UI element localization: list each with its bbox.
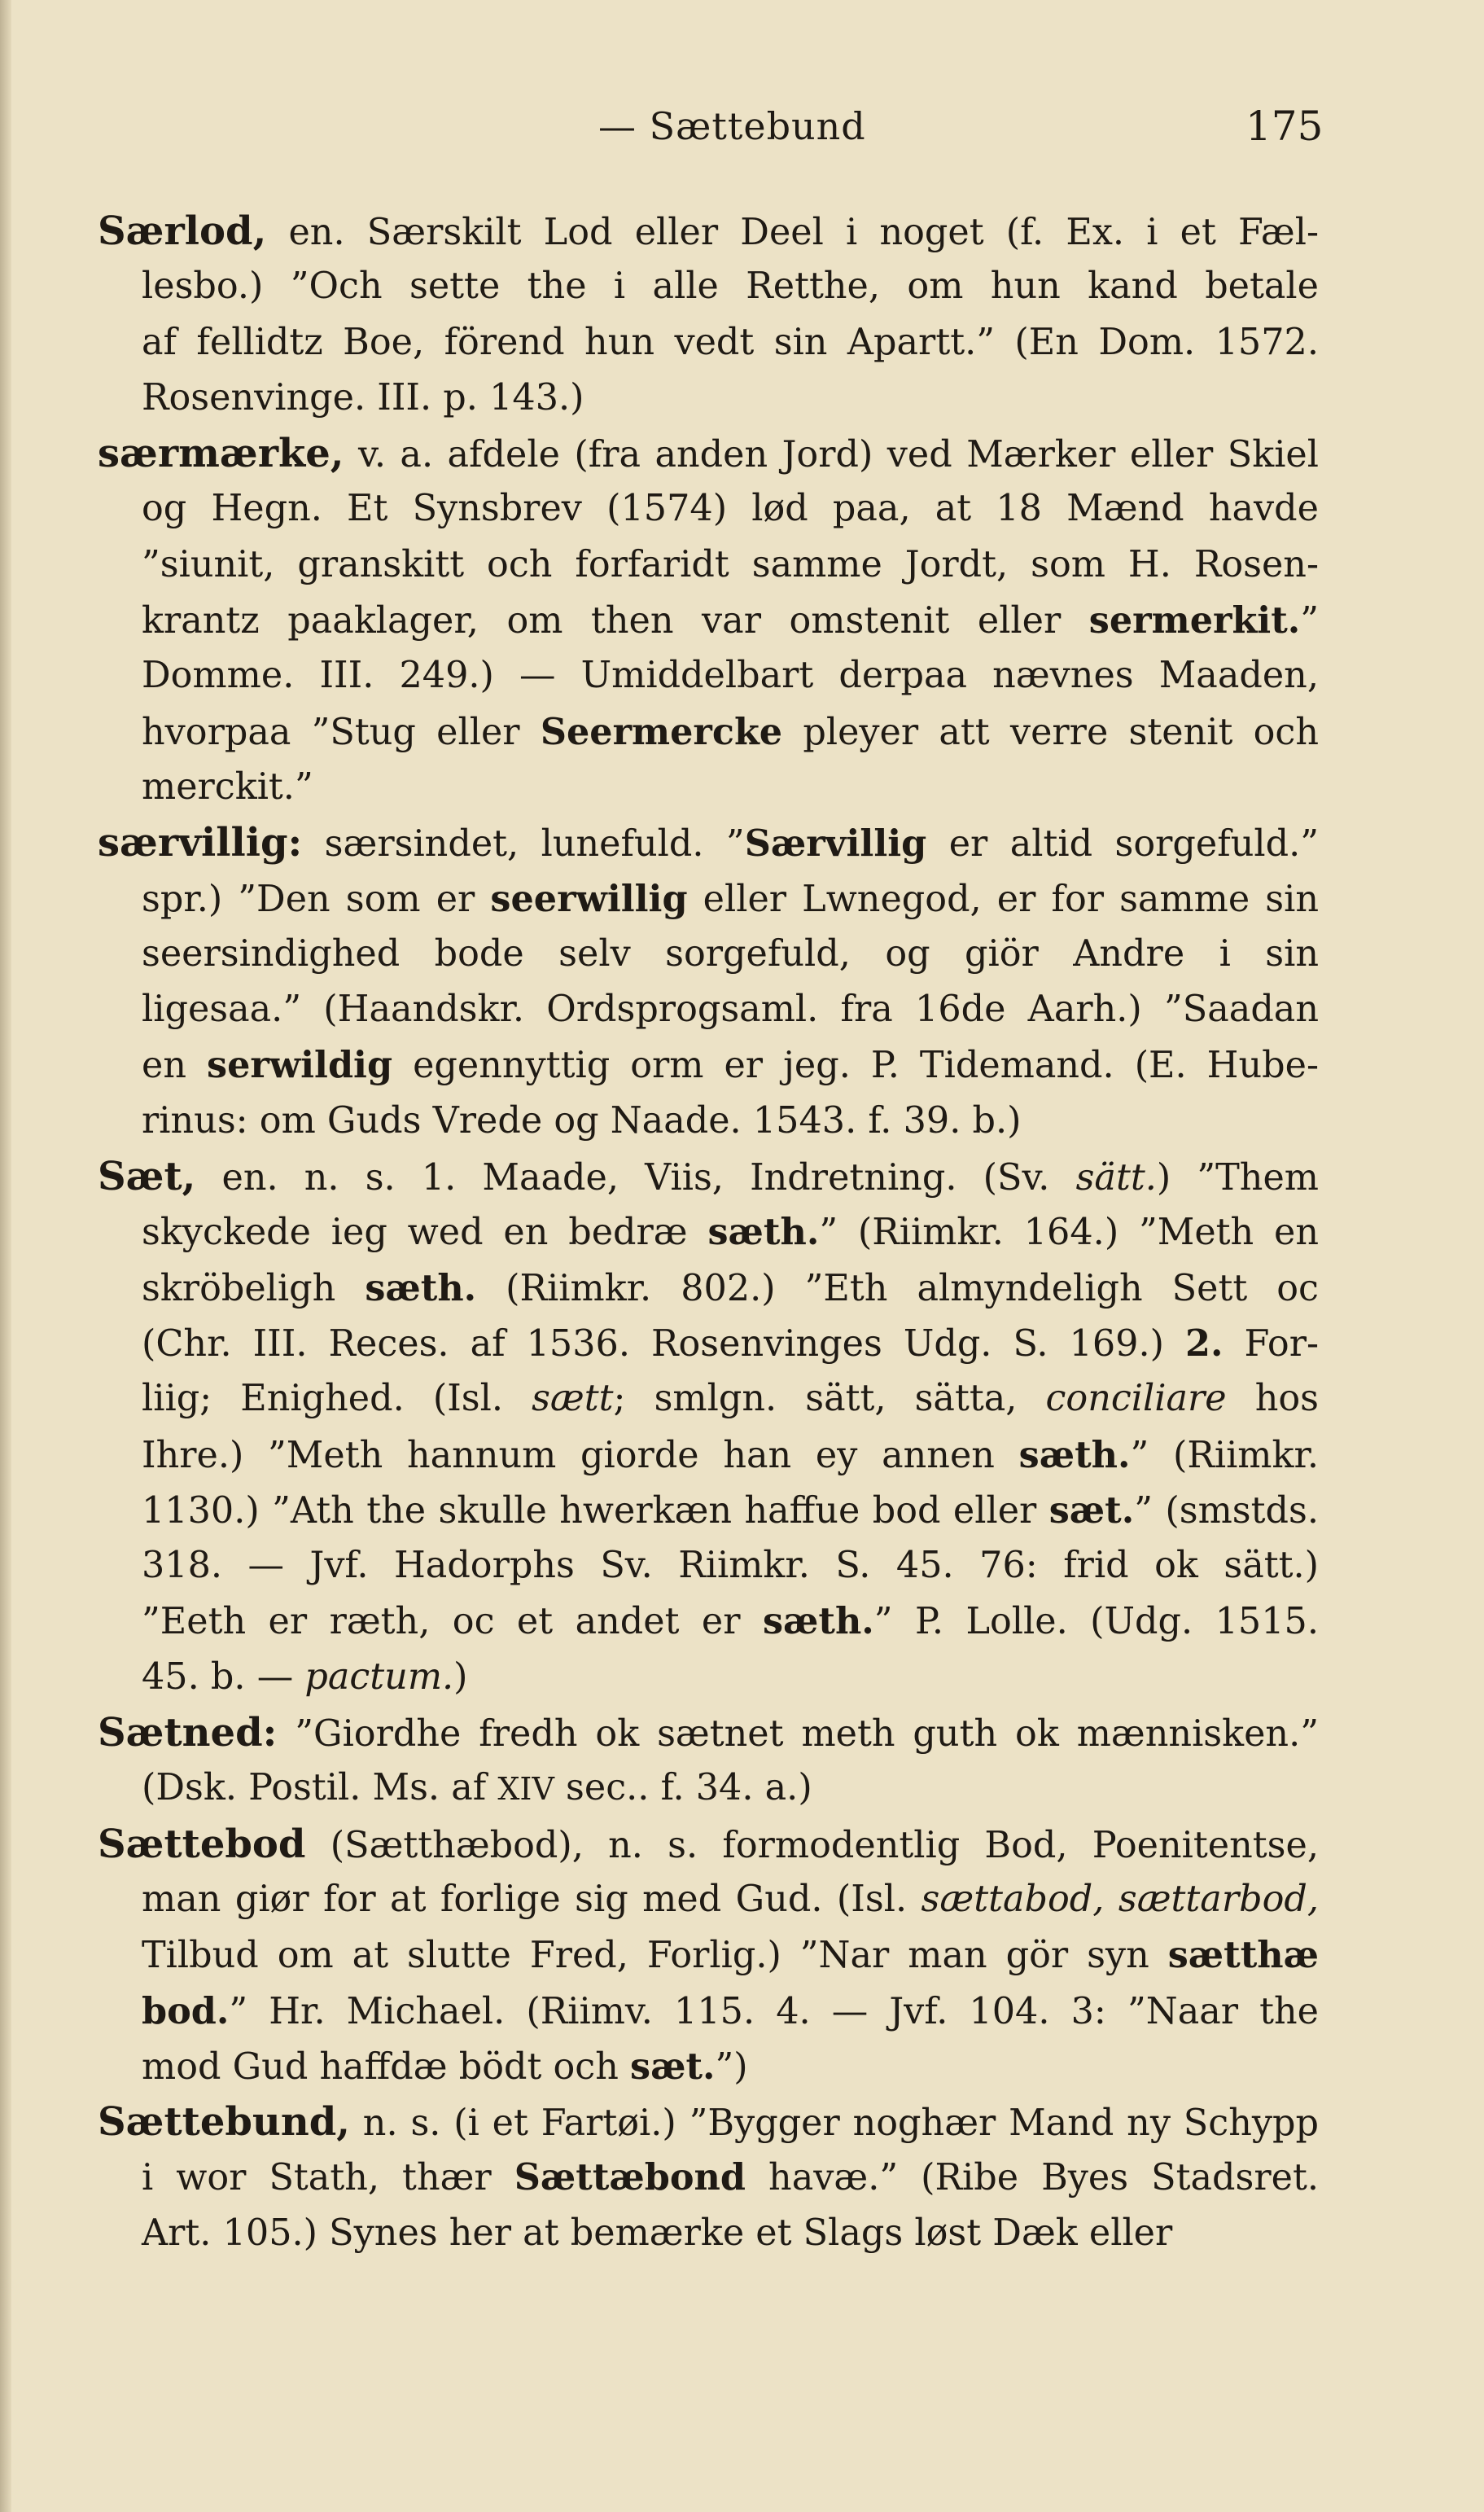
text-run: ”) (715, 2045, 748, 2088)
text-run: liig; Enighed. (Isl. (142, 1378, 532, 1420)
text-run: en. Særskilt Lod eller Deel i noget (f. Ex. i et Fæl- (266, 212, 1319, 253)
text-run: sec.. f. 34. a.) (554, 1767, 812, 1809)
text-run: ligesaa.” (Haandskr. Ordsprogsaml. fra 16de Aarh.) ”Saadan (142, 989, 1319, 1031)
text-run: For- (1223, 1322, 1319, 1365)
text-run: ” (Riimkr. (1130, 1434, 1319, 1476)
text-run: (Chr. III. Reces. af 1536. Rosenvinges Udg. S. 169.) (142, 1322, 1185, 1365)
text-run: og Hegn. Et Synsbrev (1574) lød paa, at 18 Mænd havde (142, 488, 1319, 530)
text-run: Sættæbond (514, 2156, 746, 2199)
text-run: ” (smstds. (1134, 1489, 1319, 1532)
text-run: skyckede ieg wed en bedræ (142, 1212, 708, 1254)
text-run: Rosenvinge. III. p. 143.) (142, 376, 584, 419)
text-run: sermerkit. (1088, 599, 1301, 642)
text-run: sætthæ (1167, 1934, 1319, 1977)
text-run: sæth. (1018, 1433, 1131, 1476)
text-run: egennyttig orm er jeg. P. Tidemand. (E. Hube- (392, 1045, 1319, 1087)
text-line (98, 815, 1319, 870)
text-run: er altid sorgefuld.” (948, 823, 1319, 866)
text-line (98, 760, 1319, 815)
text-line (98, 1594, 1319, 1649)
text-run: ” P. Lolle. (Udg. 1515. (873, 1601, 1319, 1643)
text-line (98, 204, 1319, 259)
text-line (98, 1927, 1319, 1983)
page-binding-edge (0, 0, 11, 2512)
text-line (98, 537, 1319, 593)
text-run: særsindet, lunefuld. ” (302, 823, 745, 866)
page-number: 175 (1245, 103, 1324, 150)
text-line (98, 1538, 1319, 1594)
headword: Sæt, (98, 1154, 196, 1200)
text-line (98, 1483, 1319, 1538)
headword: særvillig: (98, 820, 303, 866)
text-run: conciliare (1045, 1378, 1227, 1420)
text-run: havæ.” (Ribe Byes Stadsret. (746, 2157, 1319, 2199)
text-line (98, 1650, 1319, 1705)
text-run: XIV (497, 1771, 554, 1808)
text-run: ) ”Them (1156, 1157, 1319, 1199)
text-line (98, 648, 1319, 704)
text-run: 2. (1184, 1322, 1224, 1365)
text-line (98, 982, 1319, 1037)
text-run: ”Giordhe fredh ok sætnet meth guth ok mænnisken.” (277, 1713, 1319, 1756)
text-line (98, 927, 1319, 982)
text-run: eller Lwnegod, er for samme sin (687, 878, 1319, 920)
text-run: sætt (532, 1378, 614, 1420)
text-run: lesbo.) ”Och sette the i alle Retthe, om hun kand betale (142, 265, 1319, 308)
text-run: hos (1226, 1378, 1319, 1420)
text-run: ” Hr. Michael. (Riimv. 115. 4. — Jvf. 104. 3: ”Naar the (229, 1990, 1319, 2032)
dictionary-text (98, 204, 1319, 2261)
text-run: Tilbud om at slutte Fred, Forlig.) ”Nar man gör syn (142, 1935, 1168, 1977)
text-line (98, 1204, 1319, 1260)
text-run: skröbeligh (142, 1267, 366, 1309)
text-run: Domme. III. 249.) — Umiddelbart derpaa nævnes Maaden, (142, 655, 1319, 697)
text-line (98, 1371, 1319, 1427)
text-run: i wor Stath, thær (142, 2157, 514, 2199)
text-run: ”siunit, granskitt och forfaridt samme Jordt, som H. Rosen- (142, 543, 1319, 585)
text-run: pactum. (304, 1655, 454, 1698)
text-run: en (142, 1045, 208, 1087)
text-run: ” (1300, 600, 1319, 642)
text-run: sæth. (365, 1266, 477, 1309)
text-line (98, 1984, 1319, 2039)
text-line (98, 1872, 1319, 1927)
text-run: sæt. (1048, 1488, 1135, 1532)
text-line (98, 481, 1319, 537)
text-line (98, 1149, 1319, 1204)
text-line (98, 1316, 1319, 1371)
text-run: ” (Riimkr. 164.) ”Meth en (819, 1212, 1319, 1254)
text-run: hvorpaa ”Stug eller (142, 711, 541, 753)
text-run: 318. — Jvf. Hadorphs Sv. Riimkr. S. 45. 76: frid ok sätt.) (142, 1545, 1319, 1587)
text-run: (Dsk. Postil. Ms. af (142, 1767, 498, 1809)
headword: Sættebund, (98, 2099, 350, 2146)
text-line (98, 315, 1319, 370)
text-run: (Sætthæbod), n. s. formodentlig Bod, Poenitentse, (330, 1824, 1319, 1866)
headword: Sætned: (98, 1710, 278, 1756)
text-line (98, 1705, 1319, 1760)
text-line (98, 2206, 1319, 2261)
text-run: serwildig (207, 1044, 393, 1087)
headword: særmærke, (98, 431, 344, 477)
text-run: en. n. s. 1. Maade, Viis, Indretning. (Sv. (195, 1157, 1076, 1199)
text-run: merckit.” (142, 765, 313, 808)
text-line (98, 2150, 1319, 2205)
text-line (98, 1094, 1319, 1149)
text-run: n. s. (i et Fartøi.) ”Bygger noghær Mand ny Schypp (349, 2102, 1319, 2145)
text-run: Særvillig (744, 822, 927, 866)
text-run: sätt. (1075, 1157, 1157, 1199)
text-run: ”Eeth er ræth, oc et andet er (142, 1601, 763, 1643)
text-run: 45. b. — (142, 1655, 305, 1698)
text-run: krantz paaklager, om then var omstenit eller (142, 600, 1089, 642)
text-line (98, 259, 1319, 314)
text-line (98, 1817, 1319, 1872)
text-line (98, 871, 1319, 927)
text-line (98, 1037, 1319, 1093)
text-line (98, 370, 1319, 426)
text-line (98, 593, 1319, 648)
text-run: pleyer att verre stenit och (803, 711, 1319, 753)
text-run: seerwillig (490, 877, 688, 920)
text-run: Seermercke (540, 710, 783, 753)
text-line (98, 1427, 1319, 1483)
text-run: sættabod, sættarbod, (921, 1878, 1319, 1920)
text-run: bod. (142, 1989, 230, 2032)
text-run: ; smlgn. sätt, sätta, (613, 1378, 1046, 1420)
text-line (98, 704, 1319, 760)
text-run: rinus: om Guds Vrede og Naade. 1543. f. 39. b.) (142, 1099, 1022, 1142)
headword: Sættebod (98, 1821, 306, 1867)
text-run: af fellidtz Boe, förend hun vedt sin Apartt.” (En Dom. 1572. (142, 321, 1319, 363)
headword: Særlod, (98, 208, 267, 254)
text-run: mod Gud haffdæ bödt och (142, 2045, 631, 2088)
text-run: sæth. (762, 1600, 874, 1643)
text-run: (Riimkr. 802.) ”Eth almyndeligh Sett oc (506, 1267, 1319, 1309)
text-run: v. a. afdele (fra anden Jord) ved Mærker eller Skiel (344, 434, 1319, 476)
text-line (98, 1760, 1319, 1816)
text-line (98, 426, 1319, 481)
text-line (98, 2039, 1319, 2094)
text-run: Art. 105.) Synes her at bemærke et Slags løst Dæk eller (142, 2212, 1173, 2254)
text-run: ) (453, 1655, 468, 1698)
text-run: Ihre.) ”Meth hannum giorde han ey annen (142, 1434, 1019, 1476)
text-run: spr.) ”Den som er (142, 878, 491, 920)
text-line (98, 2094, 1319, 2150)
text-run: seersindighed bode selv sorgefuld, og giör Andre i sin (142, 932, 1319, 975)
running-head: — Sættebund (598, 104, 866, 148)
text-run: sæt. (630, 2045, 716, 2088)
page-header (0, 96, 1484, 161)
text-run: 1130.) ”Ath the skulle hwerkæn haffue bod eller (142, 1489, 1049, 1532)
text-run: sæth. (707, 1211, 820, 1254)
text-run: man giør for at forlige sig med Gud. (Isl. (142, 1878, 921, 1920)
text-line (98, 1260, 1319, 1316)
